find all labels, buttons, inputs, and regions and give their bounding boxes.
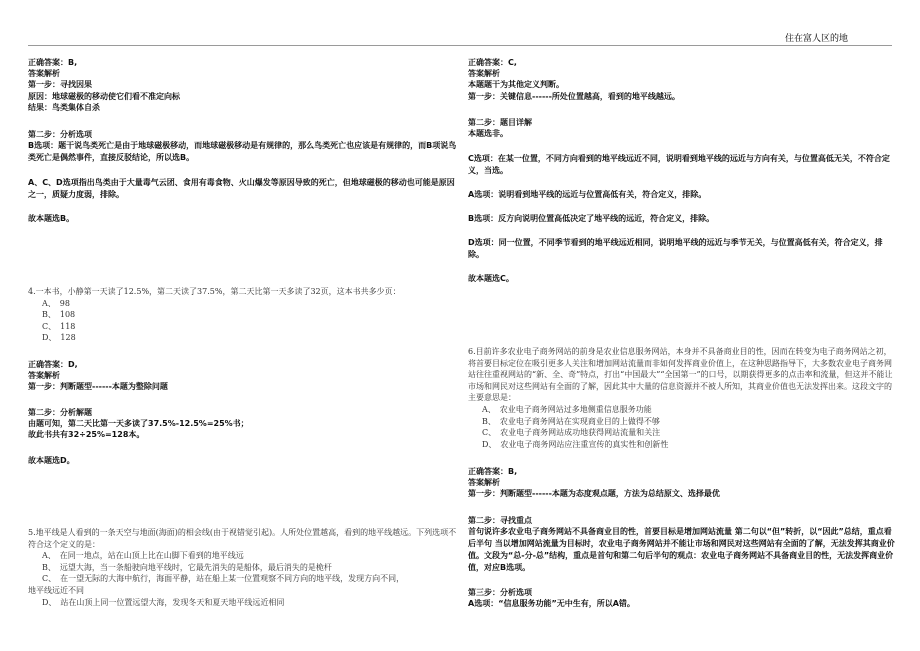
option-analysis: A选项：说明看到地平线的远近与位置高低有关，符合定义，排除。 — [468, 190, 707, 199]
q4-conclusion — [28, 455, 458, 466]
option-c-continued: 地平线远近不同 — [28, 585, 84, 595]
q4-step2 — [28, 407, 458, 441]
question-6 — [468, 346, 898, 450]
q6-analysis — [468, 466, 898, 500]
step-heading: 第一步：寻找因果 — [28, 80, 92, 90]
calc-line: 故此书共有32÷25%=128本。 — [28, 430, 145, 440]
analysis-label: 答案解析 — [28, 371, 60, 381]
question-5 — [28, 527, 458, 608]
option-b: B、 108 — [42, 310, 76, 320]
option-a: A、 农业电子商务网站过多地侧重信息服务功能 — [482, 404, 652, 414]
step-heading: 第二步：分析选项 — [28, 130, 92, 139]
q3-step2 — [28, 129, 458, 164]
option-a: A、 在同一地点，站在山顶上比在山脚下看到的地平线远 — [42, 551, 244, 561]
option-analysis: A、C、D选项指出鸟类由于大量毒气云团、食用有毒食物、火山爆发等原因导致的死亡，但地球磁极的移动也可能是原因之一，质疑力度弱，排除。 — [28, 178, 455, 199]
choose-text: 本题选非。 — [468, 129, 508, 139]
calc-line: 由题可知，第二天比第一天多读了37.5%-12.5%=25%书； — [28, 419, 249, 429]
result-text: 结果：鸟类集体自杀 — [28, 102, 100, 112]
conclusion-text: 故本题选C。 — [468, 274, 514, 283]
answer-line: 正确答案：C, — [468, 58, 517, 67]
step-heading: 第一步：关键信息------所处位置越高，看到的地平线越远。 — [468, 91, 680, 101]
conclusion-text: 故本题选D。 — [28, 456, 75, 465]
analysis-label: 答案解析 — [468, 478, 500, 488]
q3-analysis — [28, 57, 458, 113]
option-analysis: D选项：同一位置，不同季节看到的地平线远近相同，说明地平线的远近与季节无关，与位置高低有关，符合定义，排除。 — [468, 238, 883, 259]
q5-step2 — [468, 117, 898, 139]
step-heading: 第一步：判断题型------本题为态度观点题，方法为总结原文、选择最优 — [468, 489, 720, 499]
option-d: D、 农业电子商务网站应注重宣传的真实性和创新性 — [482, 439, 669, 449]
q3-conclusion — [28, 213, 458, 224]
q5-conclusion — [468, 273, 898, 284]
option-analysis: B选项：题干说鸟类死亡是由于地球磁极移动，而地球磁极移动是有规律的，那么鸟类死亡也应该是有规律的，而B项说鸟类死亡是偶然事件，直接反驳结论，所以选B。 — [28, 141, 457, 162]
answer-line: 正确答案：B, — [28, 58, 78, 67]
step-heading: 第二步：寻找重点 — [468, 516, 532, 525]
option-d: D、 站在山顶上同一位置远望大海，发现冬天和夏天地平线远近相同 — [42, 597, 285, 607]
question-4 — [28, 286, 458, 344]
q5-option-d — [468, 237, 898, 261]
option-a: A、 98 — [42, 298, 70, 308]
option-c: C、 农业电子商务网站成功地获得网站流量和关注 — [482, 428, 661, 438]
header-title: 住在富人区的地 — [784, 34, 848, 44]
q4-analysis — [28, 359, 458, 393]
option-analysis: C选项：在某一位置，不同方向看到的地平线远近不同，说明看到地平线的远近与方向有关，与位置高低无关，不符合定义，当选。 — [468, 154, 890, 175]
focus-text: 首句说许多农业电子商务网站不具备商业目的性，首要目标是增加网站流量 第二句以“但”转折，以“因此”总结，重点看后半句 当以增加网站流量为目标时，农业电子商务网站并不能让市场和网民对这些网站有全面的了解，无法发挥其商业价值。文段为“总-分-总”结构，重点是首句和第二句后半句的观点：农业电子商务网站不具备商业目的性，无法发挥商业价值，对应B选项。 — [468, 527, 895, 572]
option-analysis: A选项：“信息服务功能”无中生有，所以A错。 — [468, 599, 635, 609]
option-b: B、 农业电子商务网站在实现商业目的上做得不够 — [482, 416, 660, 426]
step-heading: 第一步：判断题型------本题为整除问题 — [28, 382, 168, 392]
q6-step3 — [468, 587, 898, 609]
option-c: C、 在一望无际的大海中航行，海面平静，站在船上某一位置观察不同方向的地平线，发现方向不同， — [42, 574, 405, 584]
step-heading: 第二步：题目详解 — [468, 118, 532, 127]
cause-text: 原因：地球磁极的移动使它们看不准定向标 — [28, 91, 180, 101]
question-stem: 5.地平线是人看到的一条天空与地面(海面)的相会线(由于视错觉引起)。人所处位置越高，看到的地平线越远。下列选项不符合这个定义的是： — [28, 528, 457, 549]
step-heading: 第二步：分析解题 — [28, 408, 92, 417]
q5-option-c — [468, 153, 898, 177]
answer-line: 正确答案：D, — [28, 360, 78, 369]
q5-option-b — [468, 213, 898, 225]
q6-step2 — [468, 515, 898, 573]
question-stem: 4.一本书，小静第一天读了12.5%，第二天读了37.5%，第二天比第一天多读了32页，这本书共多少页： — [28, 287, 401, 296]
q3-acd — [28, 177, 458, 201]
answer-line: 正确答案：B, — [468, 467, 518, 476]
analysis-label: 答案解析 — [28, 69, 60, 79]
q5-analysis — [468, 57, 898, 102]
type-text: 本题题干为其他定义判断。 — [468, 80, 564, 90]
option-b: B、 远望大海，当一条船驶向地平线时，它最先消失的是船体，最后消失的是桅杆 — [42, 562, 332, 572]
conclusion-text: 故本题选B。 — [28, 214, 75, 223]
option-analysis: B选项：反方向说明位置高低决定了地平线的远近，符合定义，排除。 — [468, 214, 715, 223]
question-stem: 6.目前许多农业电子商务网站的前身是农业信息服务网站，本身并不具备商业目的性，因而在转变为电子商务网站之初，将首要目标定位在吸引更多人关注和增加网站流量而非如何发挥商业价值上，在这种思路指导下，大多数农业电子商务网站往往重视网站的“新、全、奇”特点，打出“中国最大”“全国第一”的口号，以期获得更多的点击率和流量，但这并不能让市场和网民对这些网站有全面的了解，因此其中大量的信息资源并不被人所知，其商业价值也无法发挥出来。这段文字的主要意思是： — [468, 347, 893, 403]
q5-option-a — [468, 189, 898, 201]
header-divider — [28, 45, 892, 46]
option-c: C、 118 — [42, 321, 76, 331]
step-heading: 第三步：分析选项 — [468, 588, 532, 597]
analysis-label: 答案解析 — [468, 69, 500, 79]
option-d: D、 128 — [42, 333, 76, 343]
